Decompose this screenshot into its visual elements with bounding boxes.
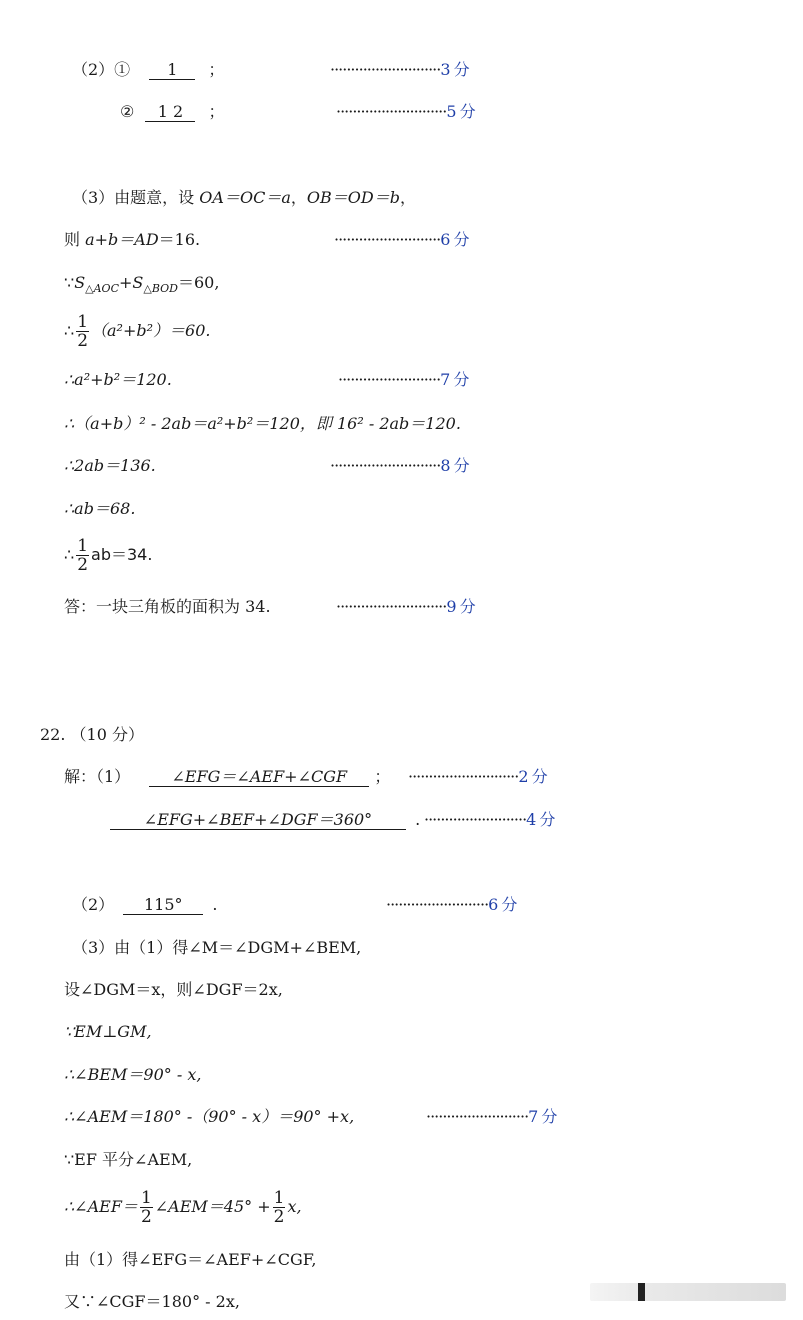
horizontal-scrollbar[interactable] (590, 1283, 786, 1301)
q22-part2 (72, 895, 217, 915)
separator: ； (208, 102, 225, 121)
text: ， (290, 188, 307, 207)
score-label: 7 分 (440, 370, 469, 389)
part3-answer (64, 597, 271, 617)
fraction (76, 313, 89, 350)
math: OA＝OC＝a (199, 188, 291, 207)
q22-line-11 (64, 1292, 240, 1312)
fraction (76, 537, 89, 574)
answer-blank-1: 1 (149, 61, 195, 80)
answer-blank-2: 1 2 (145, 103, 195, 122)
score-dots: ··························6 分 (334, 230, 469, 249)
score-label: 8 分 (440, 456, 469, 475)
separator: ； (374, 767, 391, 786)
q22-line-7 (64, 1107, 354, 1127)
period: . (415, 810, 421, 829)
answer-blank-2: ∠EFG+∠BEF+∠DGF＝360° (110, 811, 406, 830)
math: （a²+b²）＝60. (91, 321, 211, 340)
subscript: △BOD (143, 282, 178, 295)
q22-line-10 (64, 1250, 316, 1270)
q22-line-5 (64, 1022, 152, 1042)
score-dots: ···························8 分 (330, 456, 469, 475)
math: S (74, 273, 86, 292)
part2-label: （2）① (72, 60, 131, 79)
score-dots: ···························3 分 (330, 60, 469, 79)
fraction-numerator: 1 (77, 536, 89, 556)
math: ∴∠AEF＝ (64, 1197, 138, 1216)
math: ∴a²+b²＝120. (64, 370, 172, 389)
math: ∵EM⊥GM, (64, 1022, 152, 1041)
score-dots: ·························7 分 (338, 370, 469, 389)
period: . (212, 895, 218, 914)
score-dots: ···························2 分 (408, 767, 547, 786)
q22-line-9 (64, 1188, 302, 1226)
text: ＝16. (158, 230, 201, 249)
math: OB＝OD＝b (306, 188, 400, 207)
therefore-symbol: ∴ (64, 545, 75, 564)
math: ∴ab＝68. (64, 499, 136, 518)
text: + (119, 273, 133, 292)
score-dots: ·························7 分 (426, 1107, 557, 1126)
solution-label: 解：（1） (64, 767, 131, 786)
math: ∴2ab＝136. (64, 456, 156, 475)
math: 又∵∠CGF＝180° - 2x, (64, 1292, 240, 1311)
fraction-denominator: 2 (77, 331, 89, 351)
math: ∴∠AEM＝180° -（90° - x）＝90° +x, (64, 1107, 355, 1126)
score-label: 9 分 (446, 597, 475, 616)
q22-line-4 (64, 980, 283, 1000)
score-label: 3 分 (440, 60, 469, 79)
score-dots: ·························6 分 (386, 895, 517, 914)
fraction-numerator: 1 (140, 1188, 152, 1208)
answer-text: 答：一块三角板的面积为 34. (64, 597, 271, 616)
fraction-denominator: 2 (140, 1207, 152, 1227)
math: ∴（a+b）² - 2ab＝a²+b²＝120，即 16² - 2ab＝120. (64, 414, 461, 433)
math: a+b＝AD (85, 230, 159, 249)
answer-blank-1: ∠EFG＝∠AEF+∠CGF (149, 768, 369, 787)
q22-line-8 (64, 1150, 192, 1170)
text: ＝60, (177, 273, 220, 292)
text: ， (399, 188, 416, 207)
fraction (273, 1189, 286, 1226)
part3-line4 (64, 312, 210, 350)
math: 由（1）得∠EFG＝∠AEF+∠CGF, (64, 1250, 317, 1269)
text: （3）由题意，设 (72, 188, 200, 207)
part3-line3 (64, 273, 219, 293)
circle-number: ② (120, 102, 135, 121)
part2-line1 (72, 60, 224, 80)
part3-line5 (64, 370, 172, 390)
fraction-numerator: 1 (273, 1188, 285, 1208)
because-symbol: ∵ (64, 273, 75, 292)
q22-line-3 (72, 938, 361, 958)
scrollbar-thumb[interactable] (638, 1283, 645, 1301)
q22-line2 (110, 810, 420, 830)
math: S (132, 273, 144, 292)
math: ∴∠BEM＝90° - x, (64, 1065, 202, 1084)
score-label: 4 分 (526, 810, 555, 829)
score-dots: ···························5 分 (336, 102, 475, 121)
fraction (140, 1189, 153, 1226)
fraction-numerator: 1 (77, 312, 89, 332)
subscript: △AOC (85, 282, 119, 295)
part3-line9 (64, 536, 152, 574)
score-label: 6 分 (488, 895, 517, 914)
question-number: 22. （10 分） (40, 725, 144, 744)
part-label: （2） (72, 895, 115, 914)
text: 则 (64, 230, 86, 249)
separator: ； (208, 60, 225, 79)
q22-line-6 (64, 1065, 201, 1085)
therefore-symbol: ∴ (64, 321, 75, 340)
math: 设∠DGM＝x，则∠DGF＝2x, (64, 980, 283, 999)
math: ∠AEM＝45° + (154, 1197, 271, 1216)
math: ∵EF 平分∠AEM, (64, 1150, 193, 1169)
score-label: 5 分 (446, 102, 475, 121)
part3-line8 (64, 499, 135, 519)
part3-line7 (64, 456, 156, 476)
fraction-denominator: 2 (77, 555, 89, 575)
part3-line2 (64, 230, 200, 250)
fraction-denominator: 2 (273, 1207, 285, 1227)
score-dots: ···························9 分 (336, 597, 475, 616)
math: （3）由（1）得∠M＝∠DGM+∠BEM, (72, 938, 362, 957)
score-label: 6 分 (440, 230, 469, 249)
part3-line6 (64, 414, 461, 434)
score-label: 7 分 (528, 1107, 557, 1126)
q22-heading (40, 725, 144, 745)
answer-blank-3: 115° (123, 896, 203, 915)
math: x, (287, 1197, 302, 1216)
part3-line1 (72, 188, 416, 208)
score-label: 2 分 (518, 767, 547, 786)
math: ab＝34. (91, 545, 153, 564)
part2-line2 (120, 102, 225, 122)
q22-line1 (64, 767, 390, 787)
score-dots: ·························4 分 (424, 810, 555, 829)
